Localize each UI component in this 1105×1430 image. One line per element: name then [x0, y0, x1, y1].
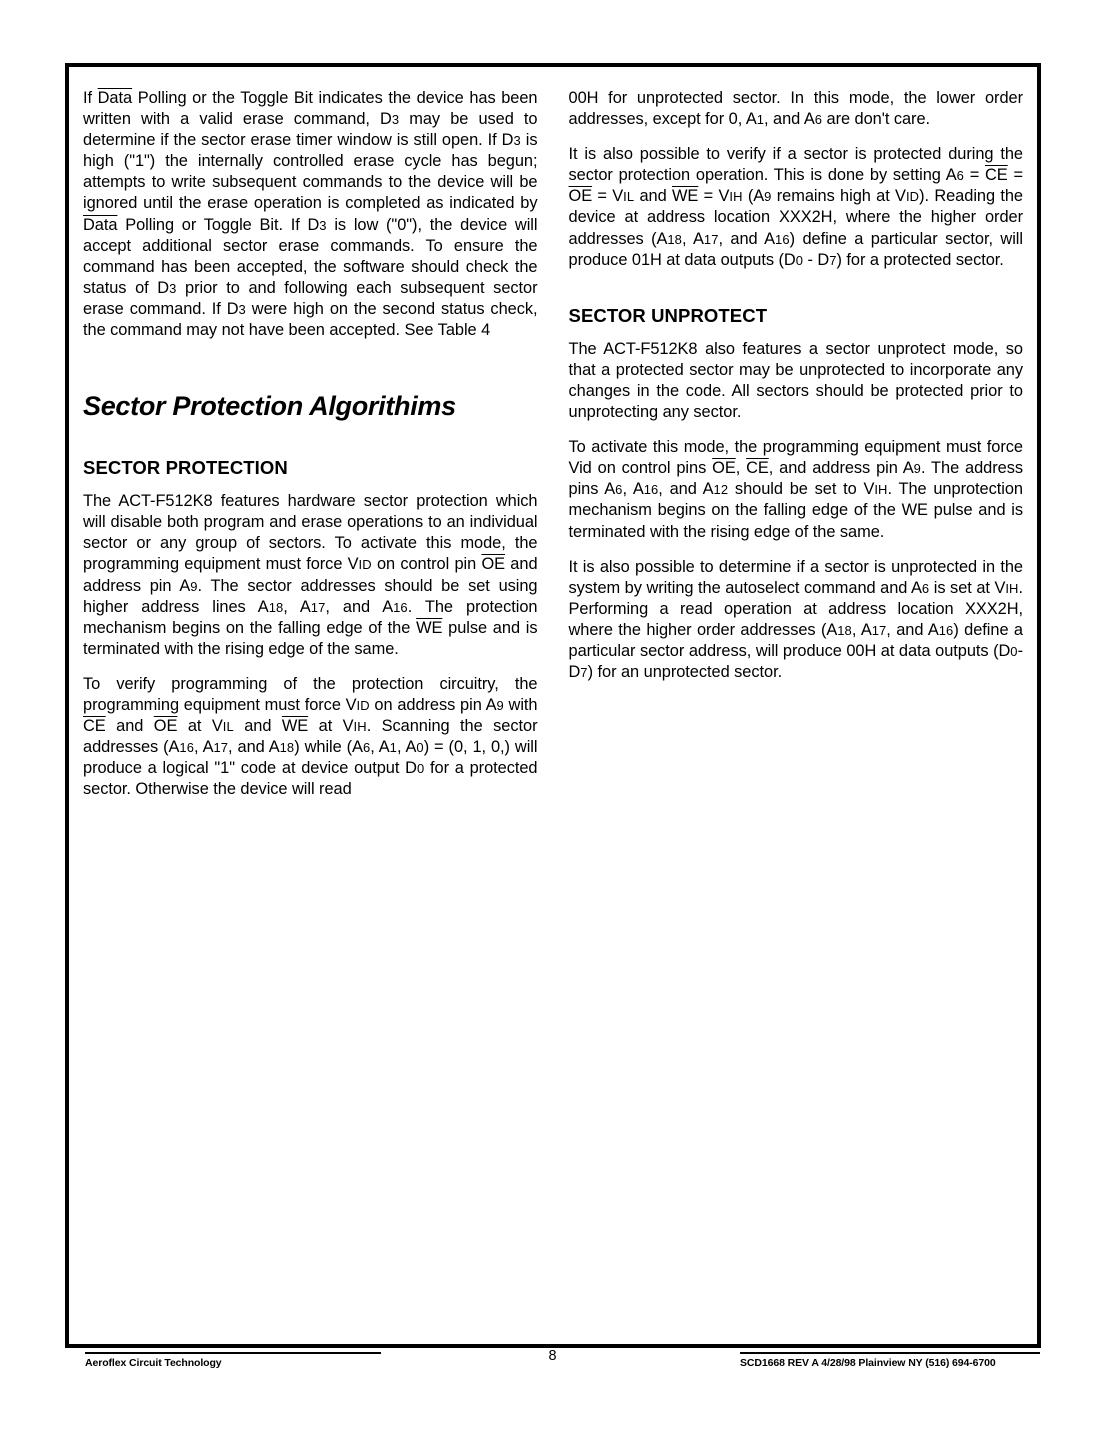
paragraph-verify-sector-protected [569, 144, 1024, 271]
text-run: , and A [764, 110, 815, 129]
text-run: -D [568, 641, 1023, 682]
subscript-id: ID [356, 697, 370, 713]
subscript-ih: IH [353, 719, 367, 735]
paragraph-status-bit-d3 [83, 88, 538, 341]
text-run: , and A [228, 738, 280, 757]
text-run: It is also possible to verify if a sector is protected during the sector protection operation. This is done by setting A [568, 145, 1023, 185]
subscript-0: 0 [795, 252, 803, 268]
footer-company-name: Aeroflex Circuit Technology [85, 1352, 381, 1369]
text-run: . The sector addresses should be set using higher address lines A [83, 576, 538, 616]
subscript-0: 0 [416, 761, 425, 777]
subscript-il: IL [222, 719, 234, 735]
text-run: on control pin [371, 555, 482, 574]
subscript-3: 3 [391, 112, 400, 128]
subscript-6: 6 [956, 168, 964, 184]
subscript-17: 17 [310, 599, 326, 615]
overline-we: $\overline{WE}$ [281, 717, 309, 736]
overline-ce: $\overline{CE}$ [83, 717, 106, 736]
subscript-il: IL [623, 189, 635, 205]
text-run: , A [622, 480, 644, 499]
text-run: . The address pins A [568, 459, 1023, 499]
text-run: , A [194, 738, 214, 757]
subscript-0: 0 [1010, 643, 1018, 659]
overline-data-2: Data [83, 215, 118, 234]
text-run: To activate this mode, the programming equipment must force Vid on control pins [568, 438, 1023, 478]
subscript-ih: IH [1005, 580, 1019, 596]
subscript-16: 16 [938, 622, 954, 638]
text-run: , and address pin A [768, 459, 914, 478]
text-run: , and A [718, 229, 776, 248]
text-run: ) define a particular sector, will produce 01H at data outputs (D [568, 229, 1023, 269]
text-run: pulse and is terminated with the rising edge of the same. [83, 618, 538, 658]
subscript-3: 3 [513, 133, 521, 149]
text-run: is set at V [929, 578, 1006, 597]
text-run: , and A [886, 620, 939, 639]
section-heading-sector-protection-algorithims: Sector Protection Algorithims [83, 391, 456, 422]
text-run: , A [851, 620, 872, 639]
overline-oe: $\overline{OE}$ [568, 187, 593, 206]
paragraph-determine-sector-unprotected [569, 557, 1024, 684]
text-run: - D [803, 250, 830, 269]
text-run: ) for an unprotected sector. [587, 663, 783, 682]
subscript-7: 7 [580, 665, 588, 681]
subscript-16: 16 [643, 482, 659, 498]
subscript-16: 16 [179, 740, 195, 756]
subscript-18: 18 [667, 231, 682, 247]
text-run: , and A [325, 597, 394, 616]
subscript-18: 18 [837, 622, 852, 638]
subscript-id: ID [358, 557, 372, 573]
text-run: If [83, 89, 98, 107]
text-run: is low ("0"), the device will accept additional sector erase commands. To ensure the command has been accepted, the software should check the status of D [83, 215, 538, 297]
subscript-3: 3 [238, 301, 246, 317]
text-run: 00H for unprotected sector. In this mode, the lower order addresses, except for 0, A [568, 89, 1023, 129]
text-run: , A [283, 597, 311, 616]
paragraph-sector-unprotect-overview [569, 339, 1024, 423]
subscript-17: 17 [213, 740, 229, 756]
text-run: , [735, 459, 747, 478]
text-run: = V [592, 187, 624, 206]
subscript-17: 17 [703, 231, 719, 247]
text-run: and [634, 187, 673, 206]
page-content [83, 88, 1023, 1323]
footer-page-number: 8 [548, 1348, 557, 1364]
paragraph-verify-programming [83, 674, 538, 801]
text-run: = V [698, 187, 730, 206]
text-run: on address pin A [369, 695, 497, 714]
text-run: . The unprotection mechanism begins on the falling edge of the WE pulse and is terminated with the rising edge of the same. [568, 480, 1023, 541]
subscript-0: 0 [416, 740, 424, 756]
subscript-17: 17 [871, 622, 887, 638]
subscript-9: 9 [913, 461, 921, 477]
text-run: Polling or the Toggle Bit indicates the device has been written with a valid erase command, D [83, 89, 538, 129]
page-footer [0, 1348, 1105, 1392]
subscript-6: 6 [814, 112, 822, 128]
text-run: (A [742, 187, 765, 206]
subsection-heading-sector-unprotect: SECTOR UNPROTECT [568, 304, 768, 326]
text-run: , A [681, 229, 704, 248]
overline-oe: $\overline{OE}$ [712, 459, 736, 478]
overline-ce: $\overline{CE}$ [746, 459, 769, 478]
subscript-9: 9 [764, 189, 772, 205]
text-run: . Performing a read operation at address location XXX2H, where the higher order addresses (A [568, 578, 1024, 639]
text-run: . The protection mechanism begins on the falling edge of the [83, 597, 538, 637]
text-run: should be set to V [728, 480, 875, 499]
text-run: ) define a particular sector address, will produce 00H at data outputs (D [568, 620, 1023, 660]
text-run: at V [308, 717, 354, 736]
paragraph-unprotected-sector-00h [569, 88, 1024, 130]
text-run: are don't care. [822, 110, 931, 129]
subscript-7: 7 [829, 252, 837, 268]
text-run: and [105, 717, 154, 736]
text-run: The ACT-F512K8 also features a sector unprotect mode, so that a protected sector may be unprotected to incorporate any changes in the code. All sectors should be protected prior to unprotecting any sector. [568, 339, 1023, 422]
subscript-16: 16 [393, 599, 408, 615]
text-run: prior to and following each subsequent sector erase command. If D [83, 278, 538, 318]
subscript-id: ID [905, 189, 920, 205]
right-column [569, 88, 1024, 1323]
overline-ce: $\overline{CE}$ [985, 166, 1008, 185]
text-run: and [233, 717, 282, 736]
subscript-3: 3 [169, 280, 177, 296]
text-run: at V [177, 717, 223, 736]
subscript-ih: IH [874, 482, 888, 498]
footer-document-reference: SCD1668 REV A 4/28/98 Plainview NY (516) 694-6700 [740, 1352, 1040, 1369]
text-run: with [503, 695, 538, 714]
text-run: were high on the second status check, the command may not have been accepted. See Table 4 [83, 299, 538, 340]
text-run: ). Reading the device at address location XXX2H, where the higher order addresses (A [568, 187, 1023, 248]
overline-oe: $\overline{OE}$ [481, 555, 506, 574]
paragraph-activate-unprotect-mode [569, 437, 1024, 542]
subscript-6: 6 [362, 740, 371, 756]
subscript-18: 18 [268, 599, 284, 615]
text-run: for a protected sector. Otherwise the device will read [83, 759, 538, 799]
overline-we: $\overline{WE}$ [416, 618, 443, 637]
text-run: To verify programming of the protection circuitry, the programming equipment must force V [83, 674, 538, 714]
overline-we: $\overline{WE}$ [672, 187, 699, 206]
text-run: , A [396, 738, 417, 757]
text-run: and address pin A [83, 555, 538, 595]
subsection-heading-sector-protection: SECTOR PROTECTION [83, 457, 288, 479]
subscript-18: 18 [279, 740, 295, 756]
text-run: = [1007, 166, 1023, 185]
text-run: The ACT-F512K8 features hardware sector protection which will disable both program and erase operations to an individual sector or any group of sectors. To activate this mode, the programming equipment must force V [83, 492, 538, 574]
subscript-9: 9 [190, 578, 198, 594]
text-run: . Scanning the sector addresses (A [83, 717, 538, 757]
subscript-9: 9 [496, 697, 504, 713]
subscript-ih: IH [729, 189, 743, 205]
subscript-3: 3 [319, 217, 327, 233]
text-run: , and A [658, 480, 714, 499]
text-run: ) = (0, 1, 0,) will produce a logical "1" code at device output D [83, 738, 538, 778]
text-run: is high ("1") the internally controlled erase cycle has begun; attempts to write subsequent commands to the device will be ignored until the erase operation is completed as indicated by [83, 131, 538, 213]
subscript-16: 16 [775, 231, 790, 247]
text-run: It is also possible to determine if a sector is unprotected in the system by writing the autoselect command and A [568, 557, 1023, 597]
text-run: , A [370, 738, 390, 757]
text-run: ) for a protected sector. [836, 250, 1004, 269]
overline-data-1: Data [97, 89, 133, 107]
subscript-6: 6 [921, 580, 930, 596]
text-run: remains high at V [771, 187, 906, 206]
overline-oe: $\overline{OE}$ [153, 717, 178, 736]
text-run: Polling or Toggle Bit. If D [117, 215, 320, 234]
text-run: may be used to determine if the sector erase timer window is still open. If D [83, 110, 538, 150]
left-column [83, 88, 538, 1323]
paragraph-sector-protection-overview [83, 491, 538, 660]
text-run: = [963, 166, 986, 185]
subscript-6: 6 [615, 482, 623, 498]
subscript-1: 1 [756, 112, 765, 128]
text-run: ) while (A [294, 738, 363, 757]
subscript-12: 12 [713, 482, 729, 498]
subscript-1: 1 [389, 740, 397, 756]
